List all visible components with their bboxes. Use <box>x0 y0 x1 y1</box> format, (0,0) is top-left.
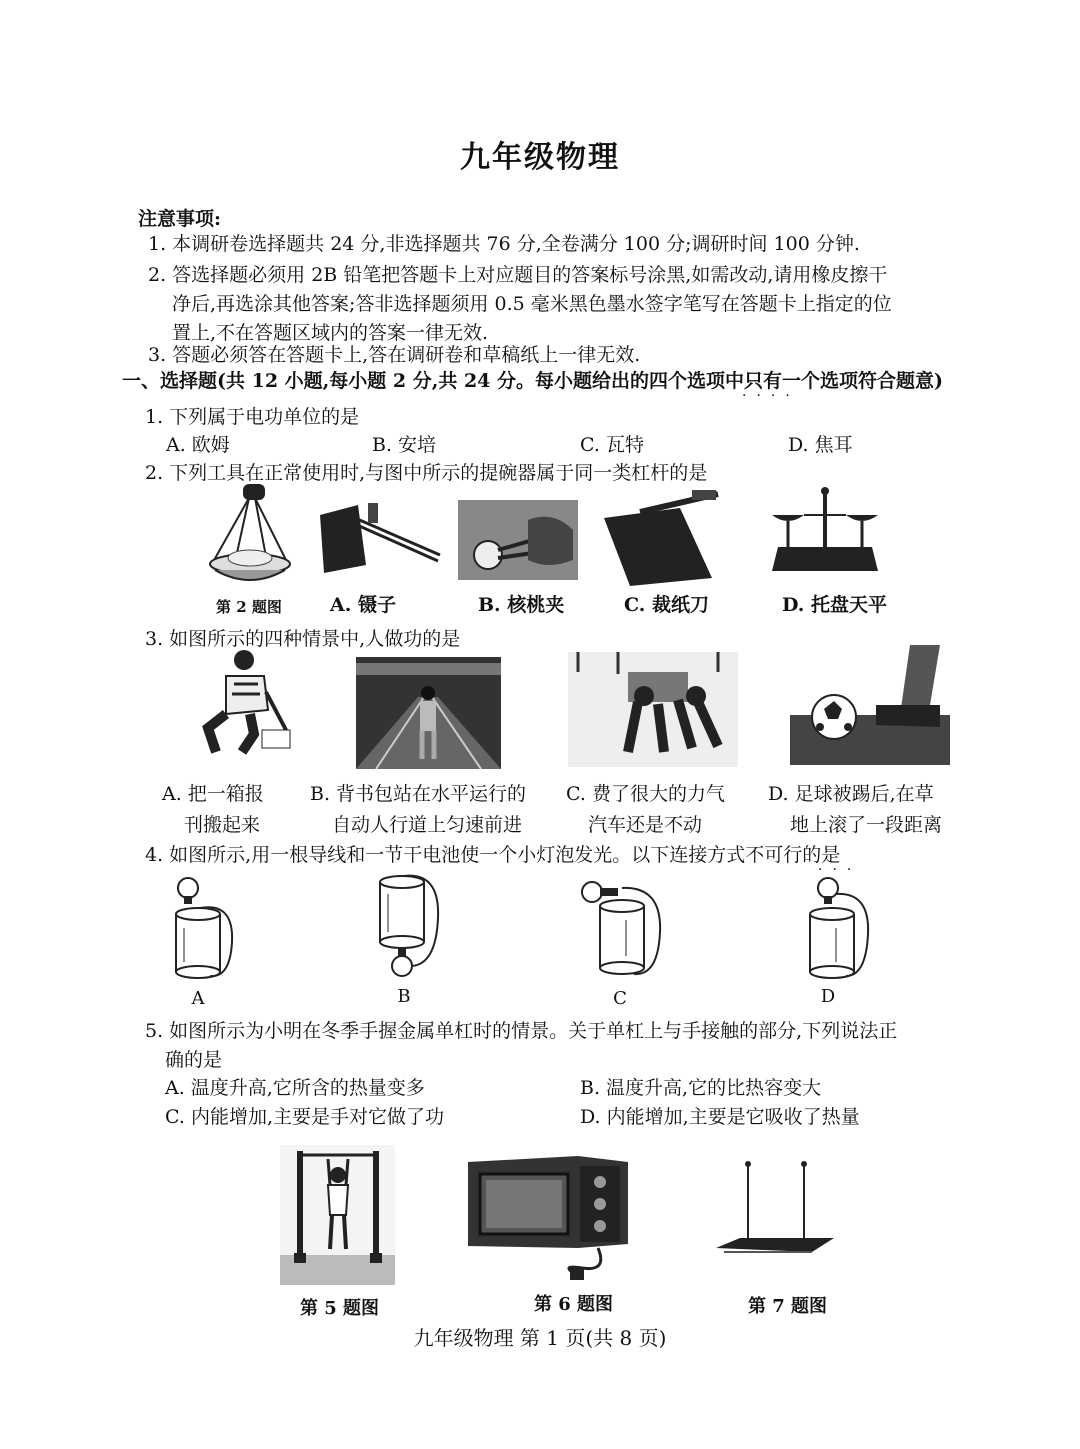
emphasis-dots: ···· <box>742 388 800 404</box>
q1-stem: 1. 下列属于电功单位的是 <box>145 406 360 428</box>
q2-bowl-lifter-figure <box>205 482 295 592</box>
q4-label-a: A <box>191 988 205 1009</box>
q1-option-b: B. 安培 <box>372 434 437 456</box>
q2-balance-figure <box>768 485 883 585</box>
q5-horizontal-bar-figure <box>280 1145 395 1285</box>
q4-circuit-d-figure <box>796 872 876 982</box>
q3-option-b-line1: B. 背书包站在水平运行的 <box>310 783 527 805</box>
q3-option-a <box>162 779 264 841</box>
q5-figure-caption: 第 5 题图 <box>300 1298 380 1319</box>
q6-figure-caption: 第 6 题图 <box>534 1294 614 1315</box>
q5-option-c: C. 内能增加,主要是手对它做了功 <box>165 1106 444 1128</box>
q2-figure-caption: 第 2 题图 <box>216 598 282 616</box>
q2-option-c: C. 裁纸刀 <box>624 594 710 616</box>
q4-circuit-b-figure <box>370 868 450 983</box>
q2-option-a: A. 镊子 <box>330 594 396 616</box>
q3-option-d <box>768 779 942 841</box>
q6-oven-figure <box>458 1152 633 1282</box>
q3-option-b <box>310 779 526 841</box>
section-heading: 一、选择题(共 12 小题,每小题 2 分,共 24 分。每小题给出的四个选项中只有一个选项符合题意) <box>122 370 944 392</box>
q3-option-c-line2: 汽车还是不动 <box>588 814 703 836</box>
q4-circuit-a-figure <box>160 872 240 982</box>
note-1: 1. 本调研卷选择题共 24 分,非选择题共 76 分,全卷满分 100 分;调研时间 100 分钟. <box>148 233 860 255</box>
q4-stem: 4. 如图所示,用一根导线和一节干电池使一个小灯泡发光。以下连接方式不可行的是 <box>145 844 841 866</box>
q3-option-d-line2: 地上滚了一段距离 <box>790 814 943 836</box>
q3-option-c-line1: C. 费了很大的力气 <box>566 783 725 805</box>
note-2-cont-2: 置上,不在答题区域内的答案一律无效. <box>172 322 489 344</box>
q2-option-d: D. 托盘天平 <box>782 594 888 616</box>
q2-option-b: B. 核桃夹 <box>478 594 565 616</box>
q4-label-c: C <box>613 988 627 1009</box>
q3-option-b-line2: 自动人行道上匀速前进 <box>332 814 523 836</box>
q3-football-figure <box>790 645 950 765</box>
q3-lifting-box-figure <box>196 648 296 763</box>
q3-walkway-figure <box>356 657 501 769</box>
q3-stem: 3. 如图所示的四种情景中,人做功的是 <box>145 628 461 650</box>
note-2-cont-1: 净后,再选涂其他答案;答非选择题须用 0.5 毫米黑色墨水签字笔写在答题卡上指定的位 <box>172 293 892 315</box>
q2-stem: 2. 下列工具在正常使用时,与图中所示的提碗器属于同一类杠杆的是 <box>145 462 708 484</box>
q2-tweezers-figure <box>318 495 443 575</box>
q3-option-d-line1: D. 足球被踢后,在草 <box>768 783 934 805</box>
q3-option-a-line2: 刊搬起来 <box>184 814 261 836</box>
q4-circuit-c-figure <box>578 876 668 981</box>
page-title: 九年级物理 <box>460 140 620 175</box>
q5-option-d: D. 内能增加,主要是它吸收了热量 <box>580 1106 860 1128</box>
q4-label-d: D <box>820 986 836 1007</box>
q5-stem-line1: 5. 如图所示为小明在冬季手握金属单杠时的情景。关于单杠上与手接触的部分,下列说法正 <box>145 1020 898 1042</box>
q1-option-d: D. 焦耳 <box>788 434 853 456</box>
q7-ceiling-lamp-figure <box>712 1160 837 1270</box>
note-2: 2. 答选择题必须用 2B 铅笔把答题卡上对应题目的答案标号涂黑,如需改动,请用橡皮擦干 <box>148 264 888 286</box>
note-3: 3. 答题必须答在答题卡上,答在调研卷和草稿纸上一律无效. <box>148 344 641 366</box>
q5-option-b: B. 温度升高,它的比热容变大 <box>580 1077 822 1099</box>
q4-label-b: B <box>397 986 411 1007</box>
notes-heading: 注意事项: <box>138 208 222 230</box>
q5-stem-line2: 确的是 <box>165 1049 223 1071</box>
q5-option-a: A. 温度升高,它所含的热量变多 <box>165 1077 425 1099</box>
q1-option-a: A. 欧姆 <box>166 434 230 456</box>
q3-option-c <box>566 779 725 841</box>
q4-emphasis-dots: ··· <box>818 862 862 878</box>
page-footer: 九年级物理 第 1 页(共 8 页) <box>413 1326 667 1350</box>
q1-option-c: C. 瓦特 <box>580 434 644 456</box>
q2-paper-cutter-figure <box>600 488 720 588</box>
q3-pushing-car-figure <box>568 652 738 767</box>
q3-option-a-line1: A. 把一箱报 <box>162 783 264 805</box>
q7-figure-caption: 第 7 题图 <box>748 1296 828 1317</box>
q2-nutcracker-figure <box>458 500 578 580</box>
